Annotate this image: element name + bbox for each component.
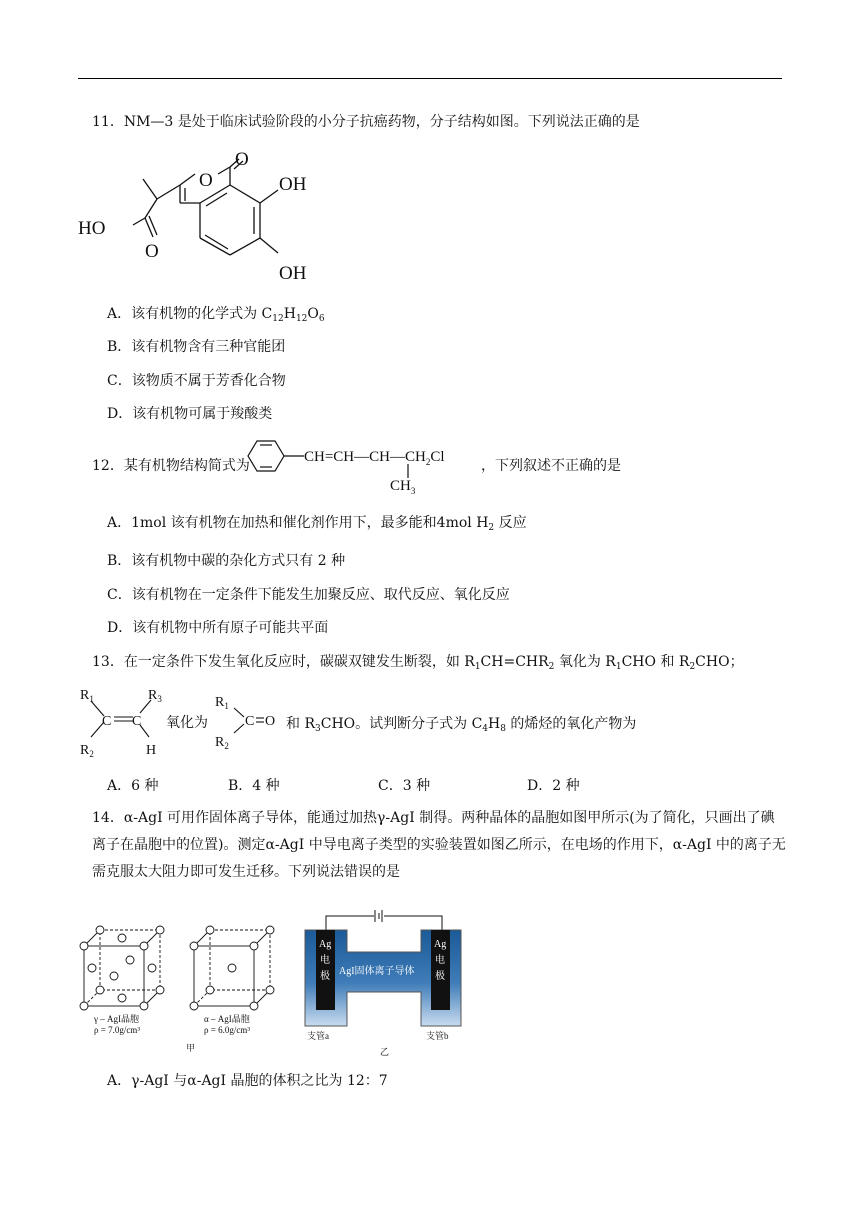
svg-text:R1: $R_1$	[80, 688, 94, 704]
gamma-agi-cell	[80, 926, 164, 1010]
q12-ch3-text: CH	[390, 478, 411, 494]
ho-label: HO	[78, 218, 106, 239]
q12-structure	[244, 432, 484, 494]
q12-option-c: C．该有机物在一定条件下能发生加聚反应、取代反应、氧化反应	[107, 587, 510, 603]
q12-chain-text: CH=CH—CH—CH	[304, 449, 426, 465]
alpha-agi-cell	[190, 926, 274, 1010]
q13-h: H	[146, 743, 157, 758]
ring-oxygen-label: O	[199, 170, 213, 191]
q14-option-a: A．γ-AgI 与α-AgI 晶胞的体积之比为 12：7	[107, 1073, 388, 1089]
carbonyl-oxygen-label: O	[235, 149, 249, 170]
q13-product-o: O	[265, 714, 276, 729]
gamma-cell-label: γ – AgI晶胞	[94, 1014, 139, 1024]
svg-text:R2: $R_2$	[80, 743, 94, 759]
svg-text:极: 极	[320, 971, 330, 982]
q11-option-b: B．该有机物含有三种官能团	[107, 339, 286, 355]
svg-text:CH3: $CH_3$	[390, 478, 416, 496]
q13-stem-tail: 和 $R_3CHO$。试判断分子式为 $C_4H_8$ 的烯烃的氧化产物为	[286, 716, 637, 734]
q12-cl-text: Cl	[430, 449, 445, 465]
svg-text:CH=CH—CH—CH2Cl: $CH=CH—CH—CH_2Cl$	[304, 449, 445, 467]
svg-text:电: 电	[320, 955, 330, 966]
acid-oxygen-label: O	[145, 241, 159, 262]
q12-stem-suffix: ，下列叙述不正确的是	[481, 458, 621, 474]
q13-option-b: B．4 种	[228, 778, 280, 794]
q11-stem: 11．NM—3 是处于临床试验阶段的小分子抗癌药物，分子结构如图。下列说法正确的是	[92, 114, 640, 130]
q13-product-r2: R	[215, 735, 225, 750]
q13-r2: R	[80, 743, 90, 758]
svg-text:极: 极	[435, 971, 445, 982]
q13-c-left: C	[102, 714, 112, 729]
q11-option-d: D．该有机物可属于羧酸类	[107, 406, 273, 422]
q12-option-a: A．1mol 该有机物在加热和催化剂作用下，最多能和4mol $H_2$ 反应	[107, 515, 527, 533]
q11-option-a: A．该有机物的化学式为 $C_{12}H_{12}O_6$	[107, 306, 325, 324]
apparatus-figure	[302, 906, 464, 1066]
alpha-cell-density: ρ = 6.0g/cm³	[204, 1025, 251, 1035]
svg-text:电: 电	[435, 955, 445, 966]
gamma-cell-density: ρ = 7.0g/cm³	[94, 1025, 141, 1035]
q12-stem-prefix: 12．某有机物结构简式为	[92, 458, 250, 474]
svg-text:Ag: Ag	[434, 939, 447, 950]
q13-r1: R	[80, 688, 90, 703]
figure-jia-label: 甲	[186, 1043, 196, 1053]
svg-text:R1: $R_1$	[215, 695, 229, 711]
svg-text:R2: $R_2$	[215, 735, 229, 751]
q13-product-c: C	[245, 714, 255, 729]
oh-bottom-label: OH	[279, 263, 307, 284]
svg-text:Ag: Ag	[319, 939, 332, 950]
ionic-conductor-label: AgI固体离子导体	[339, 966, 415, 977]
q13-r3: R	[148, 688, 158, 703]
q12-option-d: D．该有机物中所有原子可能共平面	[107, 620, 329, 636]
q13-option-c: C．3 种	[378, 778, 431, 794]
branch-a-label: 支管a	[307, 1031, 329, 1041]
alpha-cell-label: α – AgI晶胞	[204, 1014, 250, 1024]
q14-stem: 14．α-AgI 可用作固体离子导体，能通过加热γ-AgI 制得。两种晶体的晶胞如图甲所示(为了简化，只画出了碘离子在晶胞中的位置)。测定α-AgI 中导电离子类型的实验装置如图乙所示，在电场的作用下，α-AgI 中的离子无需克服太大阻力即可发生迁移。下列说法错误的是	[92, 810, 786, 880]
q13-oxidize-text: 氧化为	[166, 716, 208, 731]
figure-yi-label: 乙	[380, 1047, 390, 1057]
branch-b-label: 支管b	[426, 1031, 449, 1041]
q13-c-right: C	[132, 714, 142, 729]
q13-option-a: A．6 种	[107, 778, 159, 794]
q13-stem-line1: 13．在一定条件下发生氧化反应时，碳碳双键发生断裂，如 $R_1CH=CHR_2$ 氧化为 $R_1CHO$ 和 $R_2CHO$；	[92, 654, 744, 672]
q13-product-r1: R	[215, 695, 225, 710]
header-rule	[78, 78, 782, 79]
q11-option-c: C．该物质不属于芳香化合物	[107, 373, 286, 389]
crystal-cells-figure	[80, 922, 280, 1062]
q13-alkene-scheme	[78, 682, 318, 762]
nm3-structure	[75, 145, 335, 290]
svg-text:R3: $R_3$	[148, 688, 162, 704]
q12-option-b: B．该有机物中碳的杂化方式只有 2 种	[107, 553, 346, 569]
q13-option-d: D．2 种	[527, 778, 580, 794]
oh-top-label: OH	[279, 174, 307, 195]
